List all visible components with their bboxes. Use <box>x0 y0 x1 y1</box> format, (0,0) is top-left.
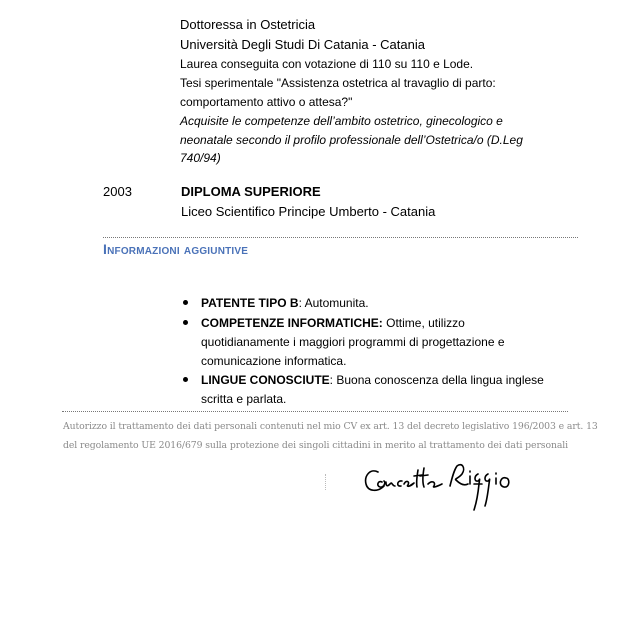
skills-line3: 740/94) <box>180 151 221 165</box>
privacy-line2: del regolamento UE 2016/679 sulla protezione dei singoli cittadini in merito al trattamento dei dati personali <box>63 440 569 451</box>
list-item <box>201 316 465 330</box>
list-item <box>201 296 369 310</box>
skills-line2: neonatale secondo il profilo professionale dell’Ostetrica/o (D.Leg <box>180 133 523 147</box>
footer-divider <box>62 411 568 412</box>
item-label: PATENTE TIPO B <box>201 296 299 310</box>
grade: Laurea conseguita con votazione di 110 su 110 e Lode. <box>180 57 474 71</box>
signature-image <box>362 462 512 514</box>
bullet-icon <box>183 377 188 382</box>
item-text: scritta e parlata. <box>201 392 287 406</box>
section-heading: Informazioni aggiuntive <box>103 241 249 257</box>
diploma-title: DIPLOMA SUPERIORE <box>181 184 321 199</box>
item-label: COMPETENZE INFORMATICHE: <box>201 316 383 330</box>
field-marker <box>325 474 326 490</box>
thesis-line1: Tesi sperimentale "Assistenza ostetrica al travaglio di parto: <box>180 76 496 90</box>
item-text: : Buona conoscenza della lingua inglese <box>329 373 544 387</box>
university: Università Degli Studi Di Catania - Catania <box>180 37 425 52</box>
privacy-line1: Autorizzo il trattamento dei dati personali contenuti nel mio CV ex art. 13 del decreto legislativo 196/2003 e art. 13 <box>63 421 598 432</box>
diploma-year: 2003 <box>103 184 132 199</box>
item-text: quotidianamente i maggiori programmi di progettazione e <box>201 335 505 349</box>
diploma-school: Liceo Scientifico Principe Umberto - Catania <box>181 204 436 219</box>
item-text: : Automunita. <box>298 296 369 310</box>
skills-line1: Acquisite le competenze dell’ambito ostetrico, ginecologico e <box>180 114 503 128</box>
bullet-icon <box>183 320 188 325</box>
list-item <box>201 373 544 387</box>
degree: Dottoressa in Ostetricia <box>180 17 316 32</box>
item-label: LINGUE CONOSCIUTE <box>201 373 330 387</box>
divider <box>103 237 578 238</box>
bullet-icon <box>183 300 188 305</box>
item-text: Ottime, utilizzo <box>382 316 465 330</box>
item-text: comunicazione informatica. <box>201 354 347 368</box>
thesis-line2: comportamento attivo o attesa?" <box>180 95 353 109</box>
